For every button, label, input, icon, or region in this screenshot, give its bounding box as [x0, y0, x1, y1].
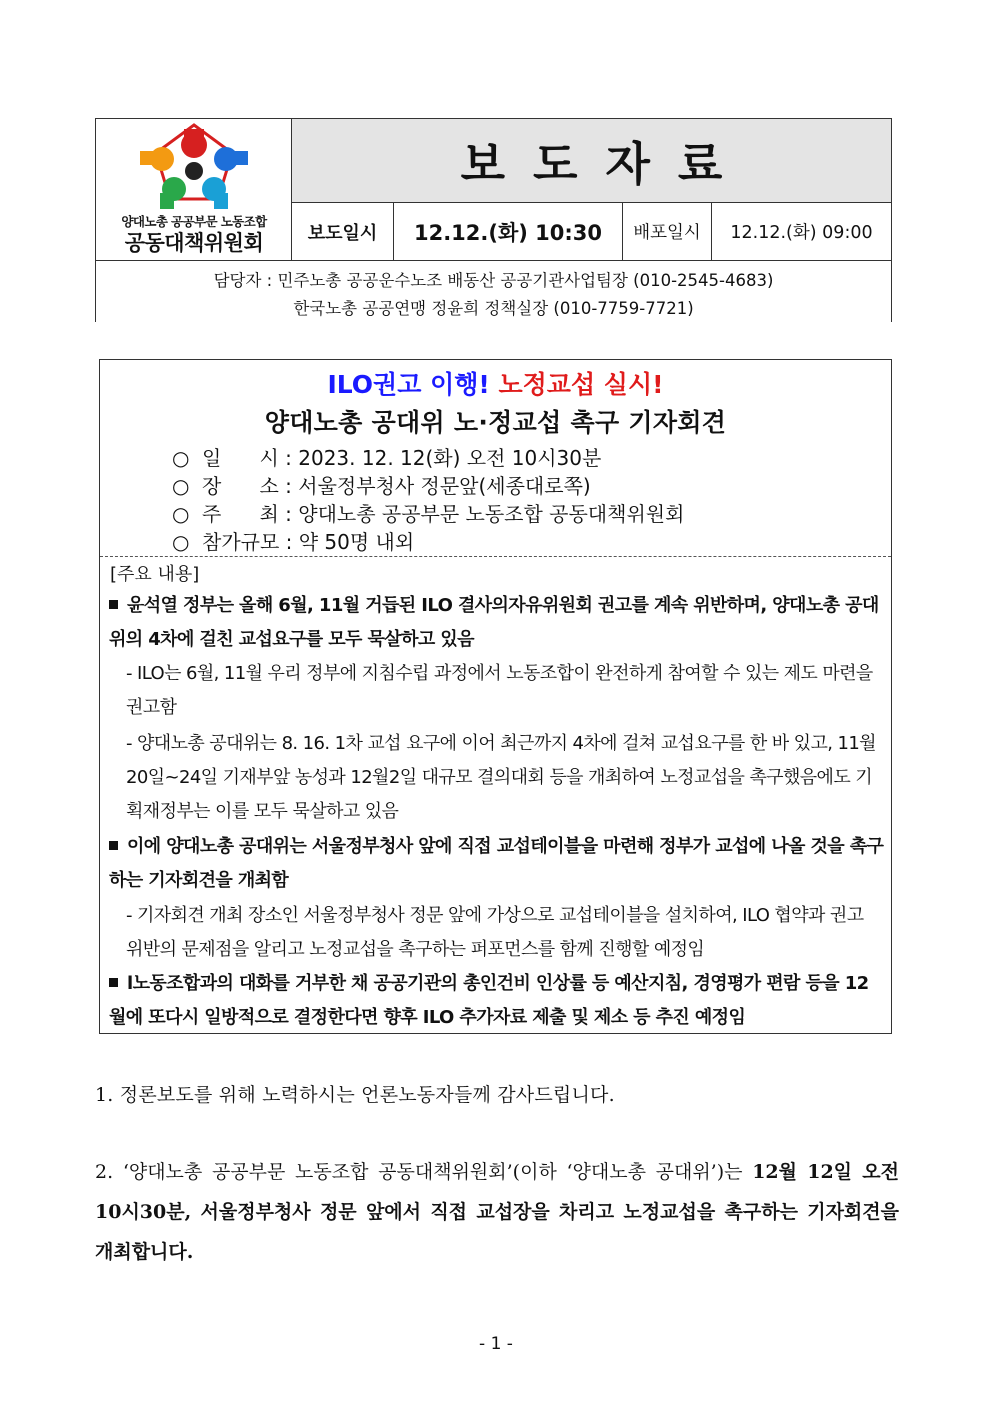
- distribute-value: 12.12.(화) 09:00: [730, 223, 873, 243]
- body-paragraph-2-bold: 12월 12일 오전 10시30분, 서울정부청사 정문 앞에서 직접 교섭장을 차리고 노정교섭을 촉구하는 기자회견을 개최합니다.: [95, 1161, 900, 1263]
- headline-red: 노정교섭 실시!: [498, 370, 664, 399]
- org-name-line2: 공동대책위원회: [124, 231, 264, 255]
- release-label: 보도일시: [292, 203, 394, 260]
- circle-marker-icon: ○: [172, 530, 190, 554]
- key-point-1-text: 윤석열 정부는 올해 6월, 11월 거듭된 ILO 결사의자유위원회 권고를 계속 위반하며, 양대노총 공대위의 4차에 걸친 교섭요구를 모두 묵살하고 있음: [109, 595, 879, 650]
- headline-blue: ILO권고 이행!: [327, 370, 490, 399]
- key-point-1-sub-1: - ILO는 6월, 11월 우리 정부에 지침수립 과정에서 노동조합이 완전하게 참여할 수 있는 제도 마련을 권고함: [126, 663, 873, 718]
- square-bullet-icon: [109, 600, 118, 609]
- circle-marker-icon: ○: [172, 474, 190, 498]
- key-point-1-sub-2: - 양대노총 공대위는 8. 16. 1차 교섭 요구에 이어 최근까지 4차에 걸쳐 교섭요구를 한 바 있고, 11월 20일~24일 기재부앞 농성과 12월2일 대규모 결의대회 등을 개최하여 노정교섭을 촉구했음에도 기획재정부는 이를 모두 묵살하고 있음: [126, 733, 876, 822]
- org-logo-cell: [96, 119, 292, 260]
- section-label: [주요 내용]: [110, 564, 200, 585]
- document-title-cell: [292, 119, 891, 203]
- release-date-row: [292, 203, 891, 260]
- info-value: 약 50명 내외: [298, 530, 415, 554]
- dashed-divider: [100, 556, 891, 557]
- info-value: 2023. 12. 12(화) 오전 10시30분: [298, 446, 602, 470]
- info-label: 참가규모: [202, 530, 280, 554]
- distribute-label: 배포일시: [623, 203, 712, 260]
- key-point-2: [109, 830, 885, 898]
- press-release-header: [95, 118, 892, 322]
- info-date: ○ 일 시 : 2023. 12. 12(화) 오전 10시30분: [172, 446, 602, 470]
- page-number: - 1 -: [479, 1334, 513, 1354]
- info-place: ○ 장 소 : 서울정부청사 정문앞(세종대로쪽): [172, 474, 591, 498]
- body-paragraph-1: 1. 정론보도를 위해 노력하시는 언론노동자들께 감사드립니다.: [95, 1084, 615, 1106]
- info-value: 서울정부청사 정문앞(세종대로쪽): [298, 474, 591, 498]
- release-value: 12.12.(화) 10:30: [394, 203, 623, 260]
- document-title: 보도자료: [460, 136, 751, 191]
- key-point-1: [109, 589, 885, 657]
- subheadline: 양대노총 공대위 노·정교섭 촉구 기자회견: [264, 408, 727, 437]
- info-label: 일 시: [202, 446, 279, 470]
- info-host: ○ 주 최 : 양대노총 공공부문 노동조합 공동대책위원회: [172, 502, 685, 526]
- headline: [100, 365, 891, 401]
- square-bullet-icon: [109, 978, 118, 987]
- key-point-2-sub-1: - 기자회견 개최 장소인 서울정부청사 정문 앞에 가상으로 교섭테이블을 설치하여, ILO 협약과 권고 위반의 문제점을 알리고 노정교섭을 촉구하는 퍼포먼스를 함께 진행할 예정임: [126, 905, 864, 960]
- square-bullet-icon: [109, 841, 118, 850]
- circle-marker-icon: ○: [172, 446, 190, 470]
- org-name-line1: 양대노총 공공부문 노동조합: [121, 214, 267, 229]
- key-point-2-text: 이에 양대노총 공대위는 서울정부청사 앞에 직접 교섭테이블을 마련해 정부가 교섭에 나올 것을 촉구하는 기자회견을 개최함: [109, 836, 884, 891]
- info-scale: ○ 참가규모 : 약 50명 내외: [172, 530, 415, 554]
- body-paragraph-2-normal: 2. ‘양대노총 공공부문 노동조합 공동대책위원회’(이하 ‘양대노총 공대위’)는: [95, 1161, 753, 1183]
- info-label: 장 소: [202, 474, 279, 498]
- contact-row: [96, 260, 891, 322]
- key-point-3-text: l노동조합과의 대화를 거부한 채 공공기관의 총인건비 인상률 등 예산지침, 경영평가 편람 등을 12월에 또다시 일방적으로 결정한다면 향후 ILO 추가자료 제출 및 제소 등 추진 예정임: [109, 973, 869, 1028]
- info-value: 양대노총 공공부문 노동조합 공동대책위원회: [298, 502, 685, 526]
- info-label: 주 최: [202, 502, 279, 526]
- contact-line-1: 담당자 : 민주노총 공공운수노조 배동산 공공기관사업팀장 (010-2545-4683): [213, 271, 774, 290]
- contact-line-2: 한국노총 공공연맹 정윤희 정책실장 (010-7759-7721): [293, 299, 694, 318]
- circle-marker-icon: ○: [172, 502, 190, 526]
- key-point-3: [109, 967, 885, 1035]
- summary-box: [99, 359, 892, 1034]
- body-paragraph-2: [95, 1152, 899, 1272]
- solidarity-fists-logo: [134, 123, 254, 211]
